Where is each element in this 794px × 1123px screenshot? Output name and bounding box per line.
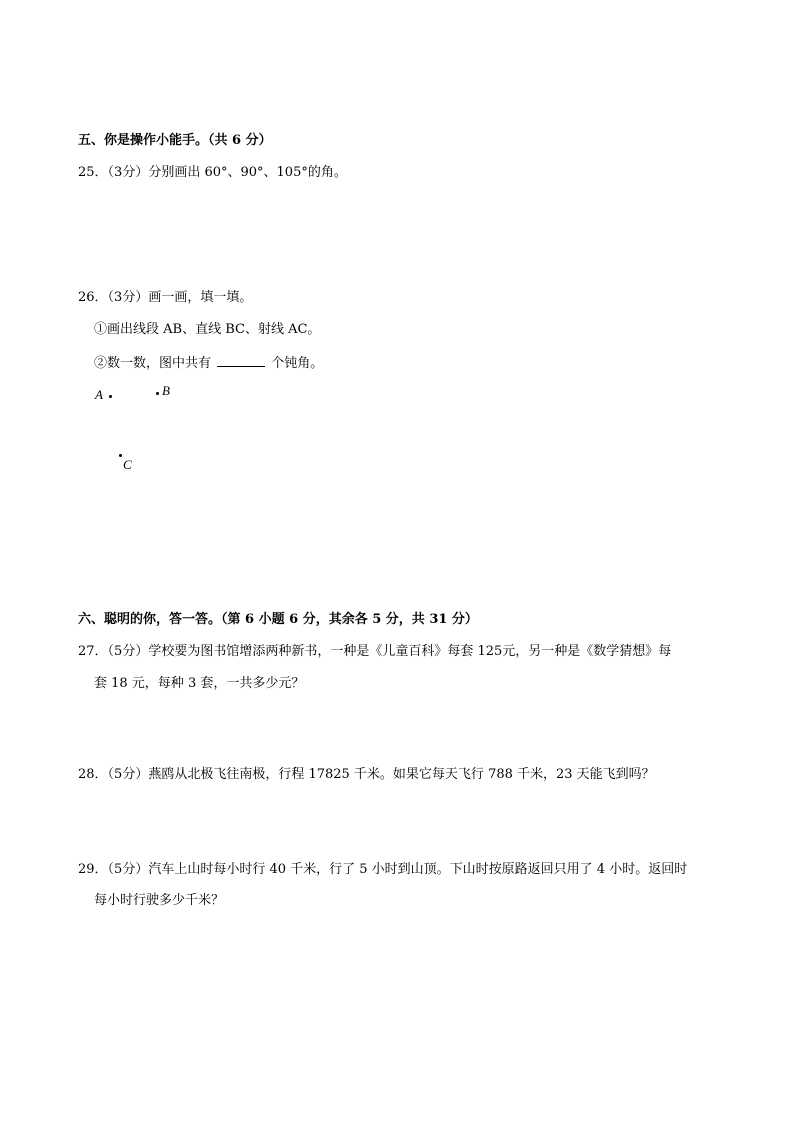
question-26-sub2-before: ②数一数，图中共有 [94,356,212,371]
question-27-line1: 27．（5分）学校要为图书馆增添两种新书，一种是《儿童百科》每套 125元，另一种是《数学猜想》每 [78,644,672,659]
point-c-dot [119,454,122,457]
question-25: 25．（3分）分别画出 60°、90°、105°的角。 [78,165,347,180]
section5-heading: 五、你是操作小能手。（共 6 分） [78,133,272,148]
question-26-sub1: ①画出线段 AB、直线 BC、射线 AC。 [94,322,321,337]
question-26-sub2 [94,354,323,372]
question-26-stem: 26．（3分）画一画，填一填。 [78,290,253,305]
answer-blank[interactable] [217,354,265,367]
point-b-label: B [162,383,170,398]
section6-heading: 六、聪明的你，答一答。（第 6 小题 6 分，其余各 5 分，共 31 分） [78,612,478,627]
question-28: 28．（5分）燕鸥从北极飞往南极，行程 17825 千米。如果它每天飞行 788 千米，23 天能飞到吗？ [78,767,655,782]
question-29-line1: 29．（5分）汽车上山时每小时行 40 千米，行了 5 小时到山顶。下山时按原路返回只用了 4 小时。返回时 [78,862,688,877]
point-a-label: A [95,387,103,402]
question-26-sub2-after: 个钝角。 [271,356,324,371]
point-c-label: C [123,457,132,472]
point-a-dot [109,395,112,398]
point-b-dot [156,392,159,395]
question-27-line2: 套 18 元，每种 3 套，一共多少元？ [94,676,305,691]
question-29-line2: 每小时行驶多少千米？ [94,893,225,908]
